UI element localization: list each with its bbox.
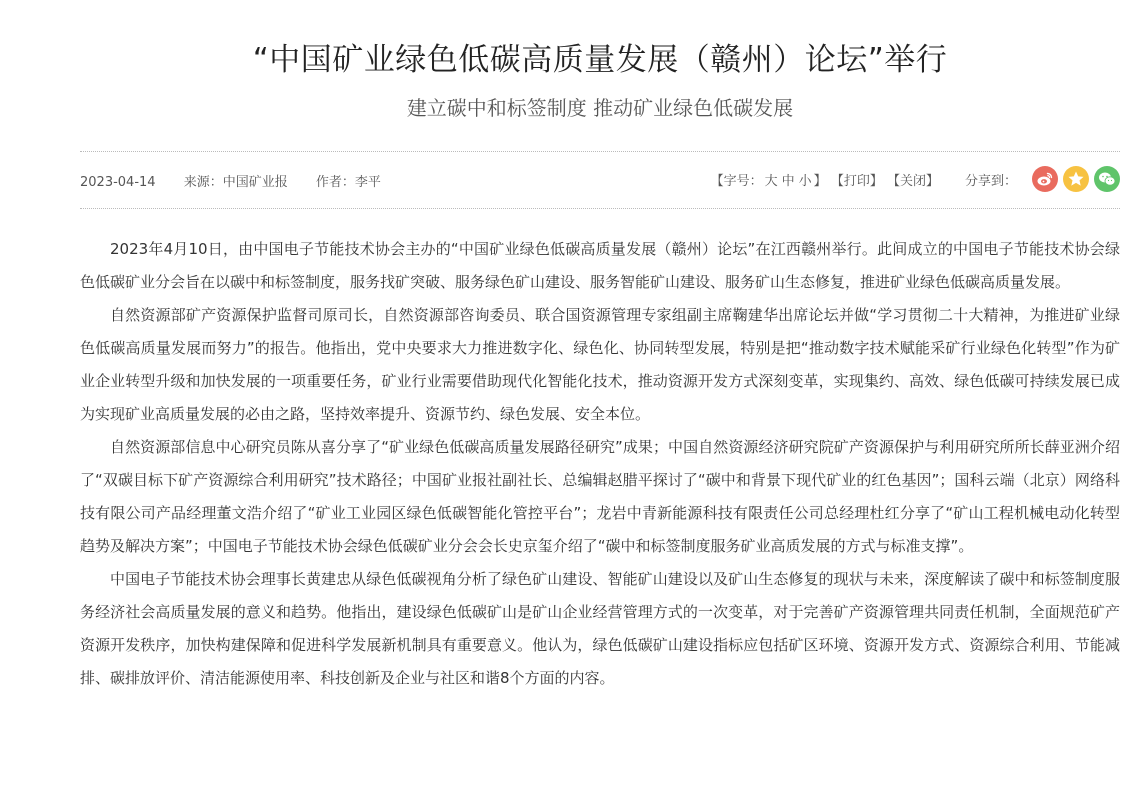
weibo-icon[interactable] <box>1032 166 1058 192</box>
page-subtitle: 建立碳中和标签制度 推动矿业绿色低碳发展 <box>406 96 794 120</box>
font-size-large-link[interactable]: 大 <box>764 173 778 189</box>
share-label: 分享到： <box>964 173 1017 189</box>
article-paragraph: 自然资源部矿产资源保护监督司原司长，自然资源部咨询委员、联合国资源管理专家组副主席鞠建华出席论坛并做“学习贯彻二十大精神，为推进矿业绿色低碳高质量发展而努力”的报告。他指出，党中央要求大力推进数字化、绿色化、协同转型发展，特别是把“推动数字技术赋能采矿行业绿色化转型”作为矿业企业转型升级和加快发展的一项重要任务，矿业行业需要借助现代化智能化技术，推动资源开发方式深刻变革，实现集约、高效、绿色低碳可持续发展已成为实现矿业高质量发展的必由之路，坚持效率提升、资源节约、绿色发展、安全本位。 <box>80 306 1120 423</box>
font-size-medium-link[interactable]: 中 <box>781 173 795 189</box>
article-paragraph: 中国电子节能技术协会理事长黄建忠从绿色低碳视角分析了绿色矿山建设、智能矿山建设以及矿山生态修复的现状与未来，深度解读了碳中和标签制度服务经济社会高质量发展的意义和趋势。他指出，建设绿色低碳矿山是矿山企业经营管理方式的一次变革，对于完善矿产资源管理共同责任机制，全面规范矿产资源开发秩序，加快构建保障和促进科学发展新机制具有重要意义。他认为，绿色低碳矿山建设指标应包括矿区环境、资源开发方式、资源综合利用、节能减排、碳排放评价、清洁能源使用率、科技创新及企业与社区和谐8个方面的内容。 <box>80 570 1120 687</box>
article-body <box>80 233 1120 695</box>
font-size-bracket: 】 <box>813 173 827 189</box>
author-label: 作者： <box>315 175 355 190</box>
wechat-icon[interactable] <box>1094 166 1120 192</box>
source-label: 来源： <box>183 175 223 190</box>
article-meta <box>80 171 405 190</box>
qzone-icon[interactable] <box>1063 166 1089 192</box>
font-size-label: 【字号： <box>710 173 763 189</box>
source-value: 中国矿业报 <box>222 175 288 190</box>
article-meta-bar <box>80 151 1120 209</box>
font-size-small-link[interactable]: 小 <box>798 173 812 189</box>
article-paragraph: 自然资源部信息中心研究员陈从喜分享了“矿业绿色低碳高质量发展路径研究”成果；中国自然资源经济研究院矿产资源保护与利用研究所所长薛亚洲介绍了“双碳目标下矿产资源综合利用研究”技术路径；中国矿业报社副社长、总编辑赵腊平探讨了“碳中和背景下现代矿业的红色基因”；国科云端（北京）网络科技有限公司产品经理董文浩介绍了“矿业工业园区绿色低碳智能化管控平台”；龙岩中青新能源科技有限责任公司总经理杜红分享了“矿山工程机械电动化转型趋势及解决方案”；中国电子节能技术协会绿色低碳矿业分会会长史京玺介绍了“碳中和标签制度服务矿业高质发展的方式与标准支撑”。 <box>80 438 1120 555</box>
article-toolbar <box>711 170 939 189</box>
page-title: “中国矿业绿色低碳高质量发展（赣州）论坛”举行 <box>252 42 948 78</box>
publish-date: 2023-04-14 <box>80 175 156 190</box>
article-paragraph: 2023年4月10日，由中国电子节能技术协会主办的“中国矿业绿色低碳高质量发展（赣州）论坛”在江西赣州举行。此间成立的中国电子节能技术协会绿色低碳矿业分会旨在以碳中和标签制度，服务找矿突破、服务绿色矿山建设、服务智能矿山建设、服务矿山生态修复，推进矿业绿色低碳高质量发展。 <box>80 240 1120 291</box>
author-value: 李平 <box>354 175 381 190</box>
article-tools <box>711 166 1120 192</box>
print-link[interactable]: 【打印】 <box>830 173 883 189</box>
article-container <box>80 0 1120 687</box>
close-link[interactable]: 【关闭】 <box>886 173 939 189</box>
